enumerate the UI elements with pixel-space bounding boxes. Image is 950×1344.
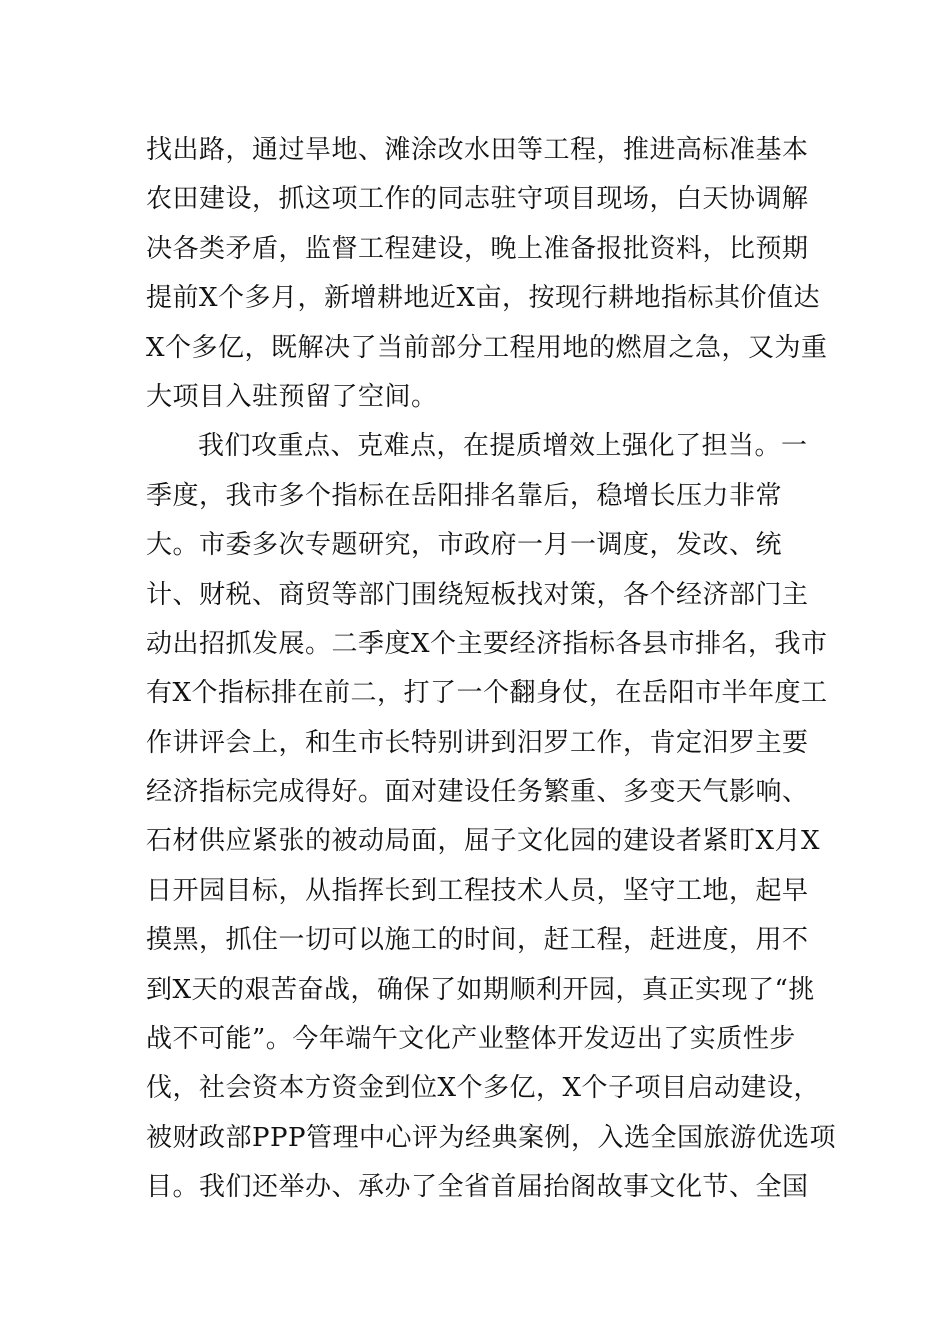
text-line: 大项目入驻预留了空间。 <box>146 381 438 412</box>
text-line: 到X天的艰苦奋战，确保了如期顺利开园，真正实现了“挑 <box>146 974 815 1005</box>
text-line: 目。我们还举办、承办了全省首届抬阁故事文化节、全国 <box>146 1172 809 1203</box>
text-line: 农田建设，抓这项工作的同志驻守项目现场，白天协调解 <box>146 184 809 215</box>
text-line: 提前X个多月，新增耕地近X亩，按现行耕地指标其价值达 <box>146 283 821 314</box>
text-line: 找出路，通过旱地、滩涂改水田等工程，推进高标准基本 <box>146 135 809 165</box>
document-body <box>146 126 836 1213</box>
text-line: 作讲评会上，和生市长特别讲到汨罗工作，肯定汨罗主要 <box>146 727 809 758</box>
text-line: 被财政部PPP管理中心评为经典案例，入选全国旅游优选项 <box>146 1122 836 1153</box>
text-line: X个多亿，既解决了当前部分工程用地的燃眉之急，又为重 <box>146 332 828 363</box>
text-line: 战不可能”。今年端午文化产业整体开发迈出了实质性步 <box>146 1024 796 1055</box>
text-line: 经济指标完成得好。面对建设任务繁重、多变天气影响、 <box>146 777 809 808</box>
text-line: 有X个指标排在前二，打了一个翻身仗，在岳阳市半年度工 <box>146 678 828 709</box>
text-line: 大。市委多次专题研究，市政府一月一调度，发改、统 <box>146 530 783 561</box>
text-line: 日开园目标，从指挥长到工程技术人员，坚守工地，起早 <box>146 875 809 906</box>
text-line: 伐，社会资本方资金到位X个多亿，X个子项目启动建设， <box>146 1073 821 1104</box>
text-line: 决各类矛盾，监督工程建设，晚上准备报批资料，比预期 <box>146 233 809 264</box>
text-line: 摸黑，抓住一切可以施工的时间，赶工程，赶进度，用不 <box>146 925 809 956</box>
text-line: 季度，我市多个指标在岳阳排名靠后，稳增长压力非常 <box>146 480 783 511</box>
text-line: 计、财税、商贸等部门围绕短板找对策，各个经济部门主 <box>146 579 809 610</box>
text-line: 石材供应紧张的被动局面，屈子文化园的建设者紧盯X月X <box>146 826 821 857</box>
paragraph-2 <box>146 422 836 1212</box>
text-line-first: 我们攻重点、克难点，在提质增效上强化了担当。一 <box>198 431 808 462</box>
text-line: 动出招抓发展。二季度X个主要经济指标各县市排名，我市 <box>146 628 828 659</box>
paragraph-1 <box>146 126 828 422</box>
